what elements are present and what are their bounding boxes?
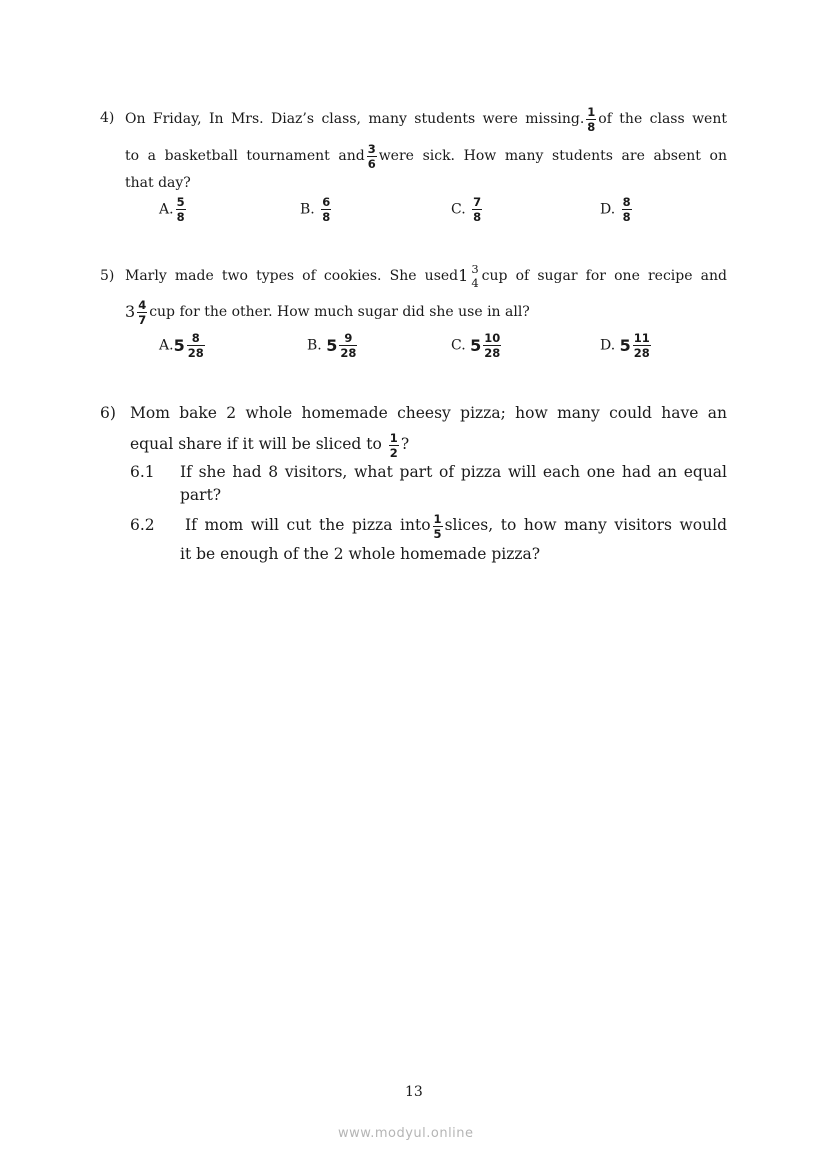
q4-line-1 [125,99,727,139]
q6-2-fraction: $\frac{1}{5}$ [433,511,442,541]
q6-line-2 [130,424,409,464]
q4-choice-a-fraction: $\frac{5}{8}$ [176,195,185,224]
q5-line-2-tail: cup for the other. How much sugar did she use in all? [149,304,530,320]
q6-1-line-1: If she had 8 visitors, what part of pizza will each one had an equal [180,463,727,481]
q5-mixed-2-whole: 3 [125,302,136,321]
q4-line-2-text: to a basketball tournament and [125,148,365,164]
q5-choice-a[interactable]: A.5 $\frac{8}{28}$ [159,331,204,360]
q4-choice-d-fraction: $\frac{8}{8}$ [622,195,631,224]
q6-1-line-2: part? [180,486,222,504]
q5-choice-d-fraction: $\frac{11}{28}$ [633,331,650,360]
q5-choice-c-fraction: $\frac{10}{28}$ [484,331,501,360]
q6-number: 6) [100,404,116,422]
q5-line-1 [125,256,727,296]
q4-choice-a[interactable]: A. $\frac{5}{8}$ [159,195,185,224]
q5-choice-b-fraction: $\frac{9}{28}$ [340,331,357,360]
q6-2-line-1 [185,505,727,545]
q4-number: 4) [100,110,115,126]
q6-2-line-1-text: If mom will cut the pizza into [185,516,431,534]
q5-line-2 [125,292,530,332]
q4-choice-b-fraction: $\frac{6}{8}$ [322,195,331,224]
q6-line-2-text: equal share if it will be sliced to [130,435,382,453]
q4-choice-b[interactable]: B. $\frac{6}{8}$ [300,195,331,224]
q5-mixed-1-fraction: 3 4 [471,262,479,290]
q4-choice-c-fraction: $\frac{7}{8}$ [473,195,482,224]
q4-line-2 [125,136,727,176]
q5-choice-c[interactable]: C. 5 $\frac{10}{28}$ [451,331,501,360]
q5-mixed-1-whole: 1 [458,266,469,285]
q6-1-number: 6.1 [130,463,155,481]
q5-choice-d[interactable]: D. 5 $\frac{11}{28}$ [600,331,650,360]
page-number: 13 [405,1084,423,1100]
watermark: www.modyul.online [338,1126,474,1141]
q4-choice-d[interactable]: D. $\frac{8}{8}$ [600,195,631,224]
q4-line-2-tail: were sick. How many students are absent on [378,148,727,164]
q5-choice-b[interactable]: B. 5 $\frac{9}{28}$ [307,331,357,360]
q6-line-1: Mom bake 2 whole homemade cheesy pizza; how many could have an [130,404,727,422]
q5-mixed-2-fraction: $\frac{4}{7}$ [138,297,147,327]
q4-line-3: that day? [125,175,191,191]
q5-line-1-text: Marly made two types of cookies. She used [125,268,459,284]
q6-2-line-2: it be enough of the 2 whole homemade pizza? [180,545,541,563]
q6-2-number: 6.2 [130,516,155,534]
q6-line-2-tail: ? [400,435,410,453]
q4-fraction-2: $\frac{3}{6}$ [367,141,376,171]
q4-line-1-tail: of the class went [598,111,727,127]
q5-line-1-tail: cup of sugar for one recipe and [481,268,727,284]
q4-fraction-1: $\frac{1}{8}$ [587,104,596,134]
q4-choice-c[interactable]: C. $\frac{7}{8}$ [451,195,482,224]
q4-line-1-text: On Friday, In Mrs. Diaz’s class, many students were missing. [125,111,585,127]
q5-number: 5) [100,268,115,284]
q5-choice-a-fraction: $\frac{8}{28}$ [187,331,204,360]
q6-fraction: $\frac{1}{2}$ [389,430,398,460]
q6-2-line-1-tail: slices, to how many visitors would [444,516,727,534]
